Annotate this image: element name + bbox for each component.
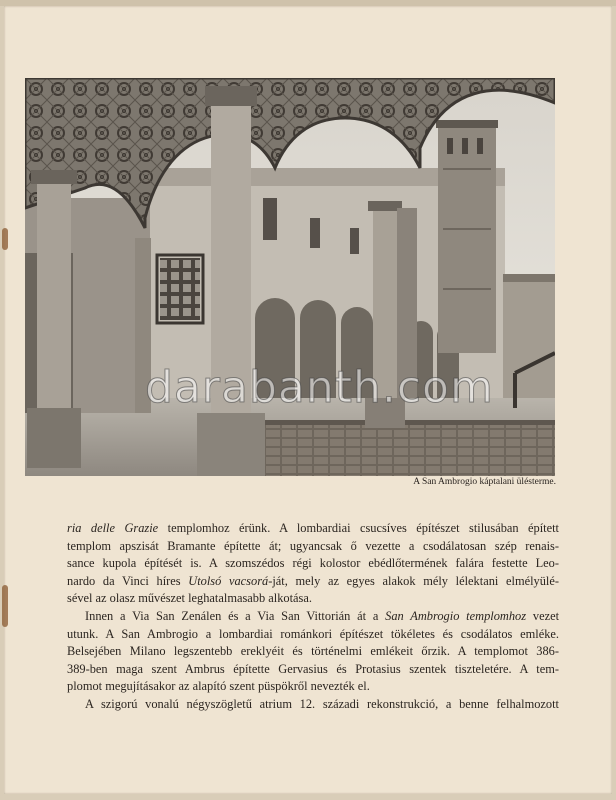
page-stain [2, 228, 8, 250]
photo-caption: A San Ambrogio káptalani ülésterme. [413, 477, 556, 487]
text-line: plomot megujításakor az alapító szent püspökről nevezték el. [67, 679, 370, 694]
text-line: utunk. A San Ambrogio a lombardiai románkori építészet tökéletes és csodálatos emléke. [67, 626, 559, 641]
italic-text: ria delle Grazie [67, 521, 159, 535]
text-line: Belsejében Milano legszentebb ereklyéit és történelmi emlékeit őrzik. A templomot 386- [67, 644, 559, 659]
text-line: A szigorú vonalú négyszögletű atrium 12. századi rekonstrukció, a benne felhalmozott [85, 696, 559, 711]
page-stain [2, 585, 8, 627]
text-line: templom apszisát Bramante építette át; ugyancsak ő vezette a csodálatosan szép renais- [67, 538, 559, 553]
italic-text: Utolsó vacsorá [188, 573, 269, 588]
text-line: Innen a Via San Zenálen és a Via San Vittorián át a San Ambrogio templomhoz vezet [85, 608, 560, 623]
text-line: sance kupola építését is. A szomszédos régi kolostor ebédlőtermének falára festette Leo- [67, 556, 559, 571]
text-line: 389-ben maga szent Ambrus építette Gervasius és Protasius szentek tiszteletére. A tem- [67, 661, 559, 676]
italic-text: San Ambrogio templomhoz [385, 608, 527, 623]
text-line: nardo da Vinci híres Utolsó vacsorá-ját, mely az egyes alakok mély lélektani elmélyülé- [67, 573, 559, 588]
text-line: sével az olasz művészet leghatalmasabb alkotása. [67, 591, 312, 606]
cloister-photo [25, 78, 555, 476]
watermark: darabanth.com [145, 362, 494, 413]
text-line: ria delle Grazie templomhoz érünk. A lombardiai csucsíves építészet stilusában épített [67, 521, 559, 535]
body-text [67, 520, 559, 714]
